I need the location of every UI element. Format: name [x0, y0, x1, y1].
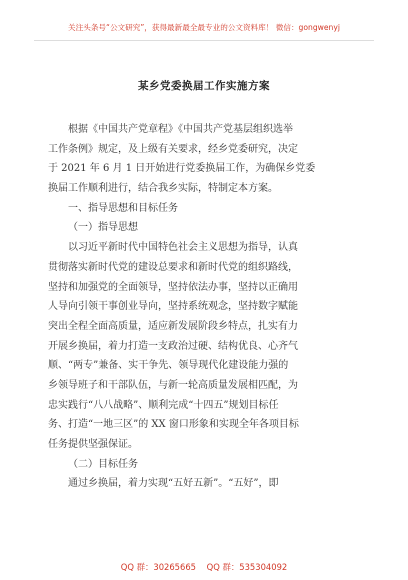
paragraph-line: 坚持和加强党的全面领导，坚持依法办事，坚持以正确用	[48, 281, 298, 293]
document-title: 某乡党委换届工作实施方案	[138, 80, 270, 92]
section-heading: 一、指导思想和目标任务	[68, 202, 178, 214]
subsection-heading: （二）目标任务	[68, 458, 138, 470]
watermark-footer	[0, 561, 408, 573]
paragraph-line: 开展乡换届，着力打造一支政治过硬、结构优良、心齐气	[48, 340, 298, 352]
paragraph-line: 突出全程全面高质量，适应新发展阶段乡特点，扎实有力	[48, 320, 298, 332]
qq-group-2: QQ 群：535304092	[206, 562, 288, 572]
paragraph-line: 通过乡换届，着力实现“五好五新”。“五好”，即	[68, 478, 279, 490]
paragraph-line: 于 2021 年 6 月 1 日开始进行党委换届工作，为确保乡党委	[48, 163, 316, 175]
subsection-heading: （一）指导思想	[68, 222, 138, 234]
paragraph-line: 根据《中国共产党章程》《中国共产党基层组织选举	[68, 124, 293, 135]
qq-group-1: QQ 群：30265665	[120, 562, 196, 572]
paragraph-line: 忠实践行“八八战略”、顺利完成“十四五”规划目标任	[48, 399, 279, 411]
paragraph-line: 任务提供坚强保证。	[48, 439, 138, 450]
paragraph-line: 人导向引领干事创业导向，坚持系统观念，坚持数字赋能	[48, 301, 298, 313]
paragraph-line: 以习近平新时代中国特色社会主义思想为指导，认真	[68, 242, 298, 254]
paragraph-line: 顺、“两专”兼备、实干争先、领导现代化建设能力强的	[48, 360, 289, 372]
header-divider	[34, 40, 374, 41]
document-body	[48, 120, 364, 494]
paragraph-line: 贯彻落实新时代党的建设总要求和新时代党的组织路线，	[48, 261, 298, 273]
paragraph-line: 务、打造“一地三区”的 XX 窗口形象和实现全年各项目标	[48, 419, 299, 431]
paragraph-line: 乡领导班子和干部队伍，与新一轮高质量发展相匹配，为	[48, 379, 298, 391]
watermark-header: 关注头条号“公文研究”，获得最新最全最专业的公文资料库！ 微信：gongwenyj	[68, 23, 340, 32]
paragraph-line: 换届工作顺利进行，结合我乡实际，特制定本方案。	[48, 183, 278, 195]
paragraph-line: 工作条例》规定，及上级有关要求，经乡党委研究，决定	[48, 143, 298, 155]
